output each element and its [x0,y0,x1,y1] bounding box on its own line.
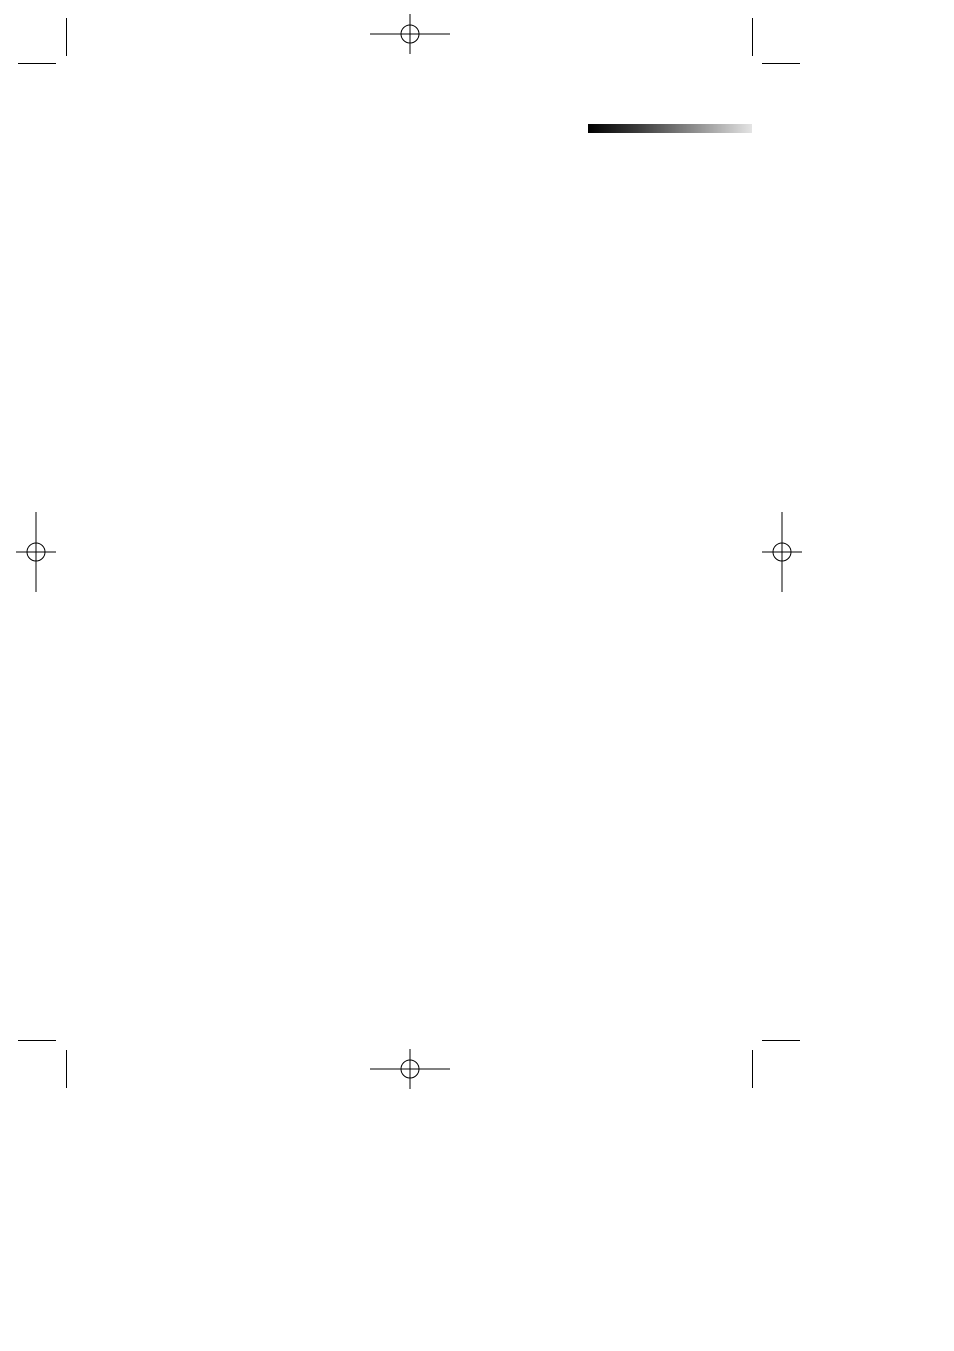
registration-mark-right [762,512,802,592]
step-3 [120,290,400,320]
registration-mark-top [370,14,450,54]
registration-mark-left [16,512,56,592]
registration-mark-bottom [370,1049,450,1089]
assembly-section-bar [588,124,752,133]
step-4 [120,428,400,472]
step-2 [412,150,712,180]
step-1 [120,150,400,180]
